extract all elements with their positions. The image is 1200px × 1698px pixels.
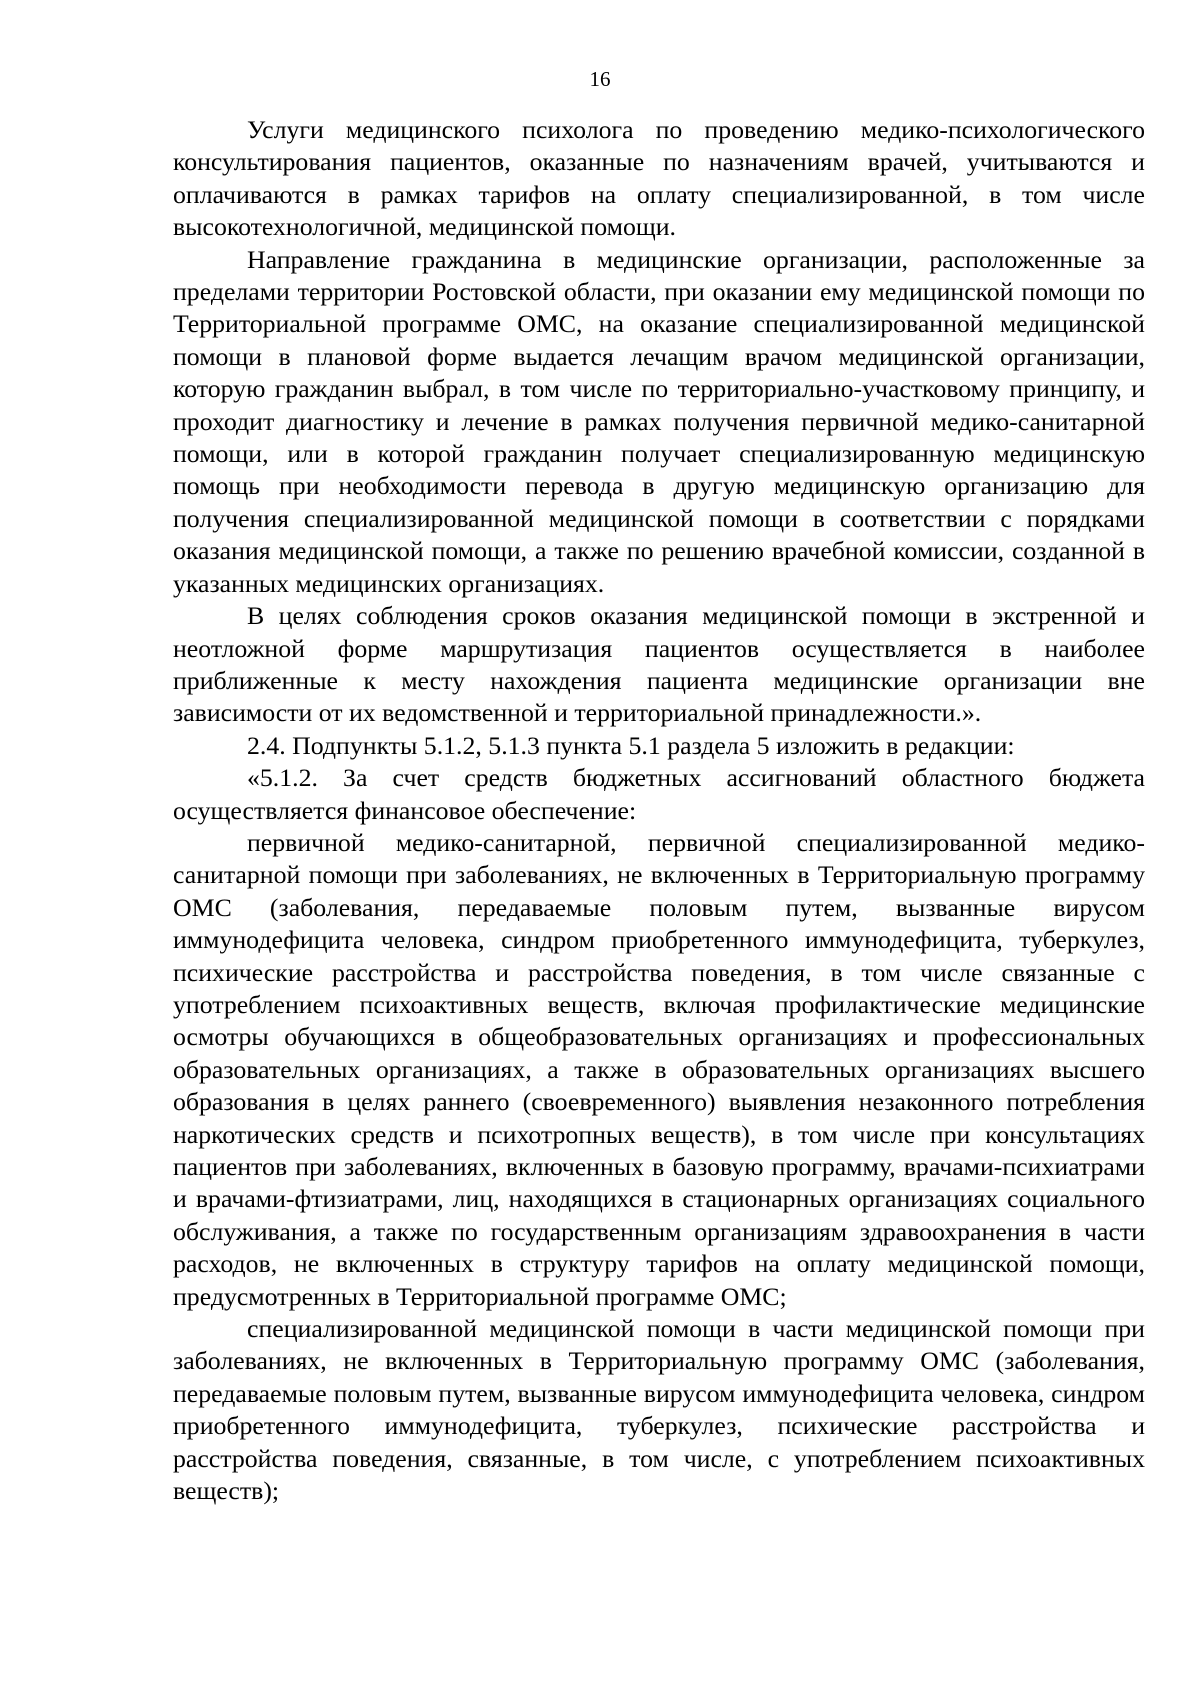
- paragraph-5-1-2-intro: «5.1.2. За счет средств бюджетных ассигнований областного бюджета осуществляется финансовое обеспечение:: [173, 763, 1145, 825]
- page-number: 16: [589, 67, 611, 91]
- paragraph-psychologist-services: Услуги медицинского психолога по проведению медико-психологического консультирования пациентов, оказанные по назначениям врачей, учитываются и оплачиваются в рамках тарифов на оплату специализированной, в том числе высокотехнологичной, медицинской помощи.: [173, 115, 1145, 242]
- paragraph-specialized-care-funding: специализированной медицинской помощи в части медицинской помощи при заболеваниях, не включенных в Территориальную программу ОМС (заболевания, передаваемые половым путем, вызванные вирусом иммунодефицита человека, синдром приобретенного иммунодефицита, туберкулез, психические расстройства и расстройства поведения, связанные, в том числе, с употреблением психоактивных веществ);: [173, 1314, 1145, 1506]
- paragraph-patient-routing: В целях соблюдения сроков оказания медицинской помощи в экстренной и неотложной форме маршрутизация пациентов осуществляется в наиболее приближенные к месту нахождения пациента медицинские организации вне зависимости от их ведомственной и территориальной принадлежности.».: [173, 601, 1145, 728]
- paragraph-amendment-2-4: 2.4. Подпункты 5.1.2, 5.1.3 пункта 5.1 раздела 5 изложить в редакции:: [247, 730, 1015, 760]
- paragraph-referral-outside-region: Направление гражданина в медицинские организации, расположенные за пределами территории Ростовской области, при оказании ему медицинской помощи по Территориальной программе ОМС, на оказание специализированной медицинской помощи в плановой форме выдается лечащим врачом медицинской организации, которую гражданин выбрал, в том числе по территориально-участковому принципу, и проходит диагностику и лечение в рамках получения первичной медико-санитарной помощи, или в которой гражданин получает специализированную медицинскую помощь при необходимости перевода в другую медицинскую организацию для получения специализированной медицинской помощи в соответствии с порядками оказания медицинской помощи, а также по решению врачебной комиссии, созданной в указанных медицинских организациях.: [173, 244, 1145, 598]
- paragraph-primary-care-funding: первичной медико-санитарной, первичной специализированной медико-санитарной помощи при заболеваниях, не включенных в Территориальную программу ОМС (заболевания, передаваемые половым путем, вызванные вирусом иммунодефицита человека, синдром приобретенного иммунодефицита, туберкулез, психические расстройства и расстройства поведения, в том числе связанные с употреблением психоактивных веществ, включая профилактические медицинские осмотры обучающихся в общеобразовательных организациях и профессиональных образовательных организациях, а также в образовательных организациях высшего образования в целях раннего (своевременного) выявления незаконного потребления наркотических средств и психотропных веществ), в том числе при консультациях пациентов при заболеваниях, включенных в базовую программу, врачами-психиатрами и врачами-фтизиатрами, лиц, находящихся в стационарных организациях социального обслуживания, а также по государственным организациям здравоохранения в части расходов, не включенных в структуру тарифов на оплату медицинской помощи, предусмотренных в Территориальной программе ОМС;: [173, 827, 1145, 1311]
- document-body: [173, 114, 1145, 1507]
